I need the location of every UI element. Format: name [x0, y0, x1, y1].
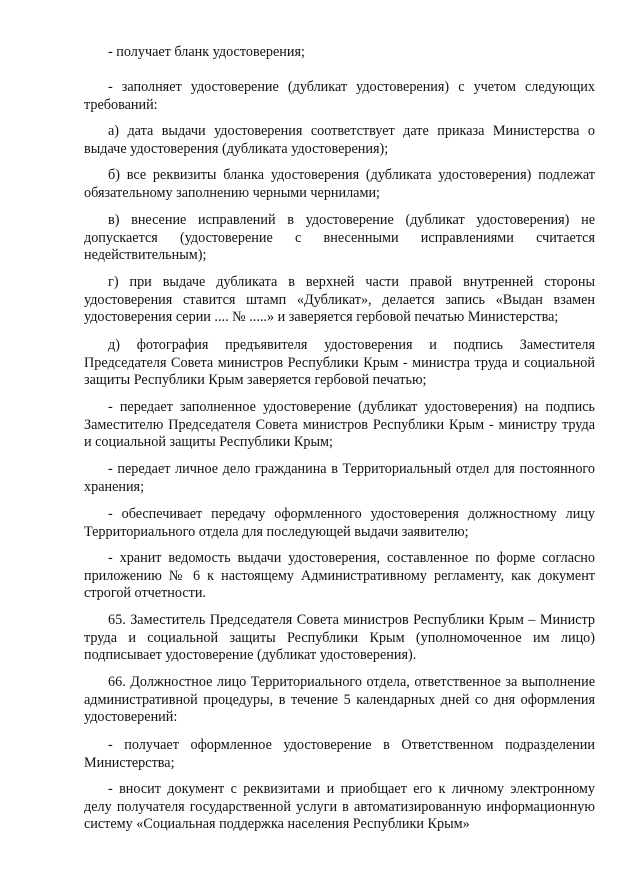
paragraph-enter-document: - вносит документ с реквизитами и приобщает его к личному электронному делу получателя государственной услуги в автоматизированную информационную систему «Социальная поддержка населения Республики Крым» — [84, 781, 595, 832]
paragraph-item-b: б) все реквизиты бланка удостоверения (дубликата удостоверения) подлежат обязательному заполнению черными чернилами; — [84, 167, 595, 201]
paragraph-fill-certificate: - заполняет удостоверение (дубликат удостоверения) с учетом следующих требований: — [84, 79, 595, 113]
paragraph-ensure-transfer: - обеспечивает передачу оформленного удостоверения должностному лицу Территориального отдела для последующей выдачи заявителю; — [84, 506, 595, 540]
paragraph-item-v: в) внесение исправлений в удостоверение (дубликат удостоверения) не допускается (удостоверение с внесенными исправлениями считается недействительным); — [84, 212, 595, 263]
paragraph-item-g: г) при выдаче дубликата в верхней части правой внутренней стороны удостоверения ставится штамп «Дубликат», делается запись «Выдан взамен удостоверения серии .... № .....» и заверяется гербовой печатью Министерства; — [84, 274, 595, 325]
paragraph-item-a: а) дата выдачи удостоверения соответствует дате приказа Министерства о выдаче удостоверения (дубликата удостоверения); — [84, 123, 595, 157]
paragraph-clause-66: 66. Должностное лицо Территориального отдела, ответственное за выполнение административной процедуры, в течение 5 календарных дней со дня оформления удостоверений: — [84, 674, 595, 725]
paragraph-item-d: д) фотография предъявителя удостоверения и подпись Заместителя Председателя Совета министров Республики Крым - министра труда и социальной защиты Республики Крым заверяется гербовой печатью; — [84, 337, 595, 388]
paragraph-clause-65: 65. Заместитель Председателя Совета министров Республики Крым – Министр труда и социальной защиты Республики Крым (уполномоченное им лицо) подписывает удостоверение (дубликат удостоверения). — [84, 612, 595, 663]
paragraph-transfer-for-signature: - передает заполненное удостоверение (дубликат удостоверения) на подпись Заместителю Председателя Совета министров Республики Крым - министру труда и социальной защиты Республики Крым; — [84, 399, 595, 450]
paragraph-keep-register: - хранит ведомость выдачи удостоверения, составленное по форме согласно приложению № 6 к настоящему Административному регламенту, как документ строгой отчетности. — [84, 550, 595, 601]
paragraph-transfer-personal-file: - передает личное дело гражданина в Территориальный отдел для постоянного хранения; — [84, 461, 595, 495]
paragraph-receive-blank: - получает бланк удостоверения; — [108, 44, 305, 60]
paragraph-receive-certificate: - получает оформленное удостоверение в Ответственном подразделении Министерства; — [84, 737, 595, 771]
